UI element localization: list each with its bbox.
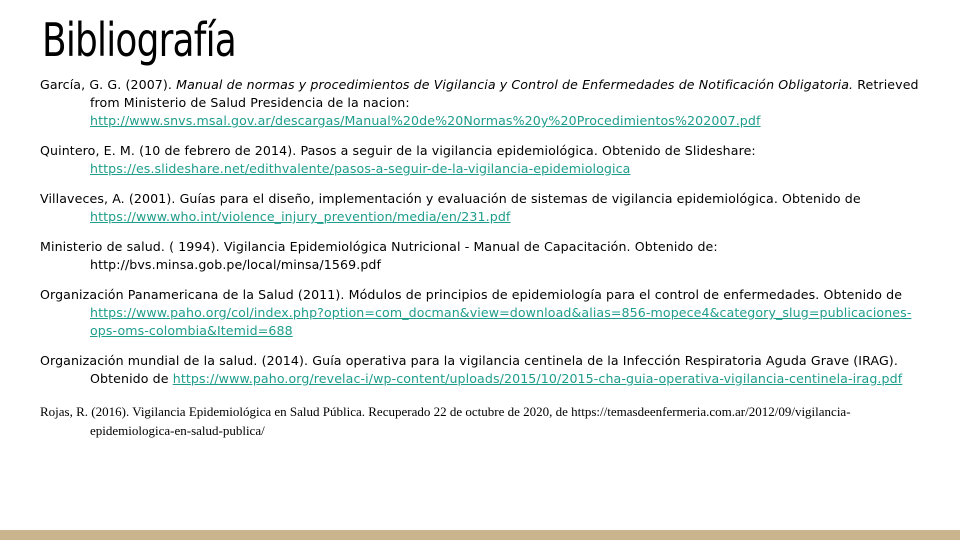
reference-text: Rojas, R. (2016). Vigilancia Epidemiológica en Salud Pública. Recuperado 22 de octubre de 2020, de https://temasdeenfermeria.com.ar/2012/09/vigilancia-epidemiologica-en-salud-publica/ bbox=[40, 404, 851, 438]
reference-link[interactable]: https://www.paho.org/revelac-i/wp-content/uploads/2015/10/2015-cha-guia-operativa-vigilancia-centinela-irag.pdf bbox=[172, 371, 903, 386]
reference-garcia bbox=[40, 76, 925, 130]
reference-link[interactable]: https://es.slideshare.net/edithvalente/pasos-a-seguir-de-la-vigilancia-epidemiologica bbox=[90, 161, 631, 176]
bottom-accent-bar bbox=[0, 530, 960, 540]
reference-link[interactable]: https://www.who.int/violence_injury_prevention/media/en/231.pdf bbox=[90, 209, 511, 224]
reference-text: Organización Panamericana de la Salud (2011). Módulos de principios de epidemiología para el control de enfermedades. Obtenido de bbox=[40, 287, 903, 302]
slide-title: Bibliografía bbox=[42, 13, 237, 67]
reference-text: Villaveces, A. (2001). Guías para el diseño, implementación y evaluación de sistemas de vigilancia epidemiológica. Obtenido de bbox=[40, 191, 861, 206]
reference-text: Organización mundial de la salud. (2014). Guía operativa para la vigilancia centinela de la Infección Respiratoria Aguda Grave (IRAG). Obtenido de bbox=[40, 353, 898, 386]
reference-text: Ministerio de salud. ( 1994). Vigilancia Epidemiológica Nutricional - Manual de Capacitación. Obtenido de: http://bvs.minsa.gob.pe/local/minsa/1569.pdf bbox=[40, 239, 718, 272]
reference-list bbox=[40, 76, 925, 452]
reference-text: Quintero, E. M. (10 de febrero de 2014). Pasos a seguir de la vigilancia epidemiológica. Obtenido de Slideshare: bbox=[40, 143, 756, 158]
reference-quintero bbox=[40, 142, 925, 178]
reference-link[interactable]: https://www.paho.org/col/index.php?option=com_docman&view=download&alias=856-mopece4&category_slug=publicaciones-ops-oms-colombia&Itemid=688 bbox=[90, 305, 912, 338]
reference-text: Retrieved from Ministerio de Salud Presidencia de la nacion: bbox=[90, 77, 919, 110]
reference-link[interactable]: http://www.snvs.msal.gov.ar/descargas/Manual%20de%20Normas%20y%20Procedimientos%202007.pdf bbox=[90, 113, 761, 128]
reference-text: García, G. G. (2007). bbox=[40, 77, 177, 92]
reference-ops bbox=[40, 286, 925, 340]
reference-minsa bbox=[40, 238, 925, 274]
reference-title-italic: Manual de normas y procedimientos de Vigilancia y Control de Enfermedades de Notificación Obligatoria. bbox=[176, 77, 854, 92]
reference-villaveces bbox=[40, 190, 925, 226]
reference-rojas bbox=[40, 402, 925, 440]
reference-oms bbox=[40, 352, 925, 388]
